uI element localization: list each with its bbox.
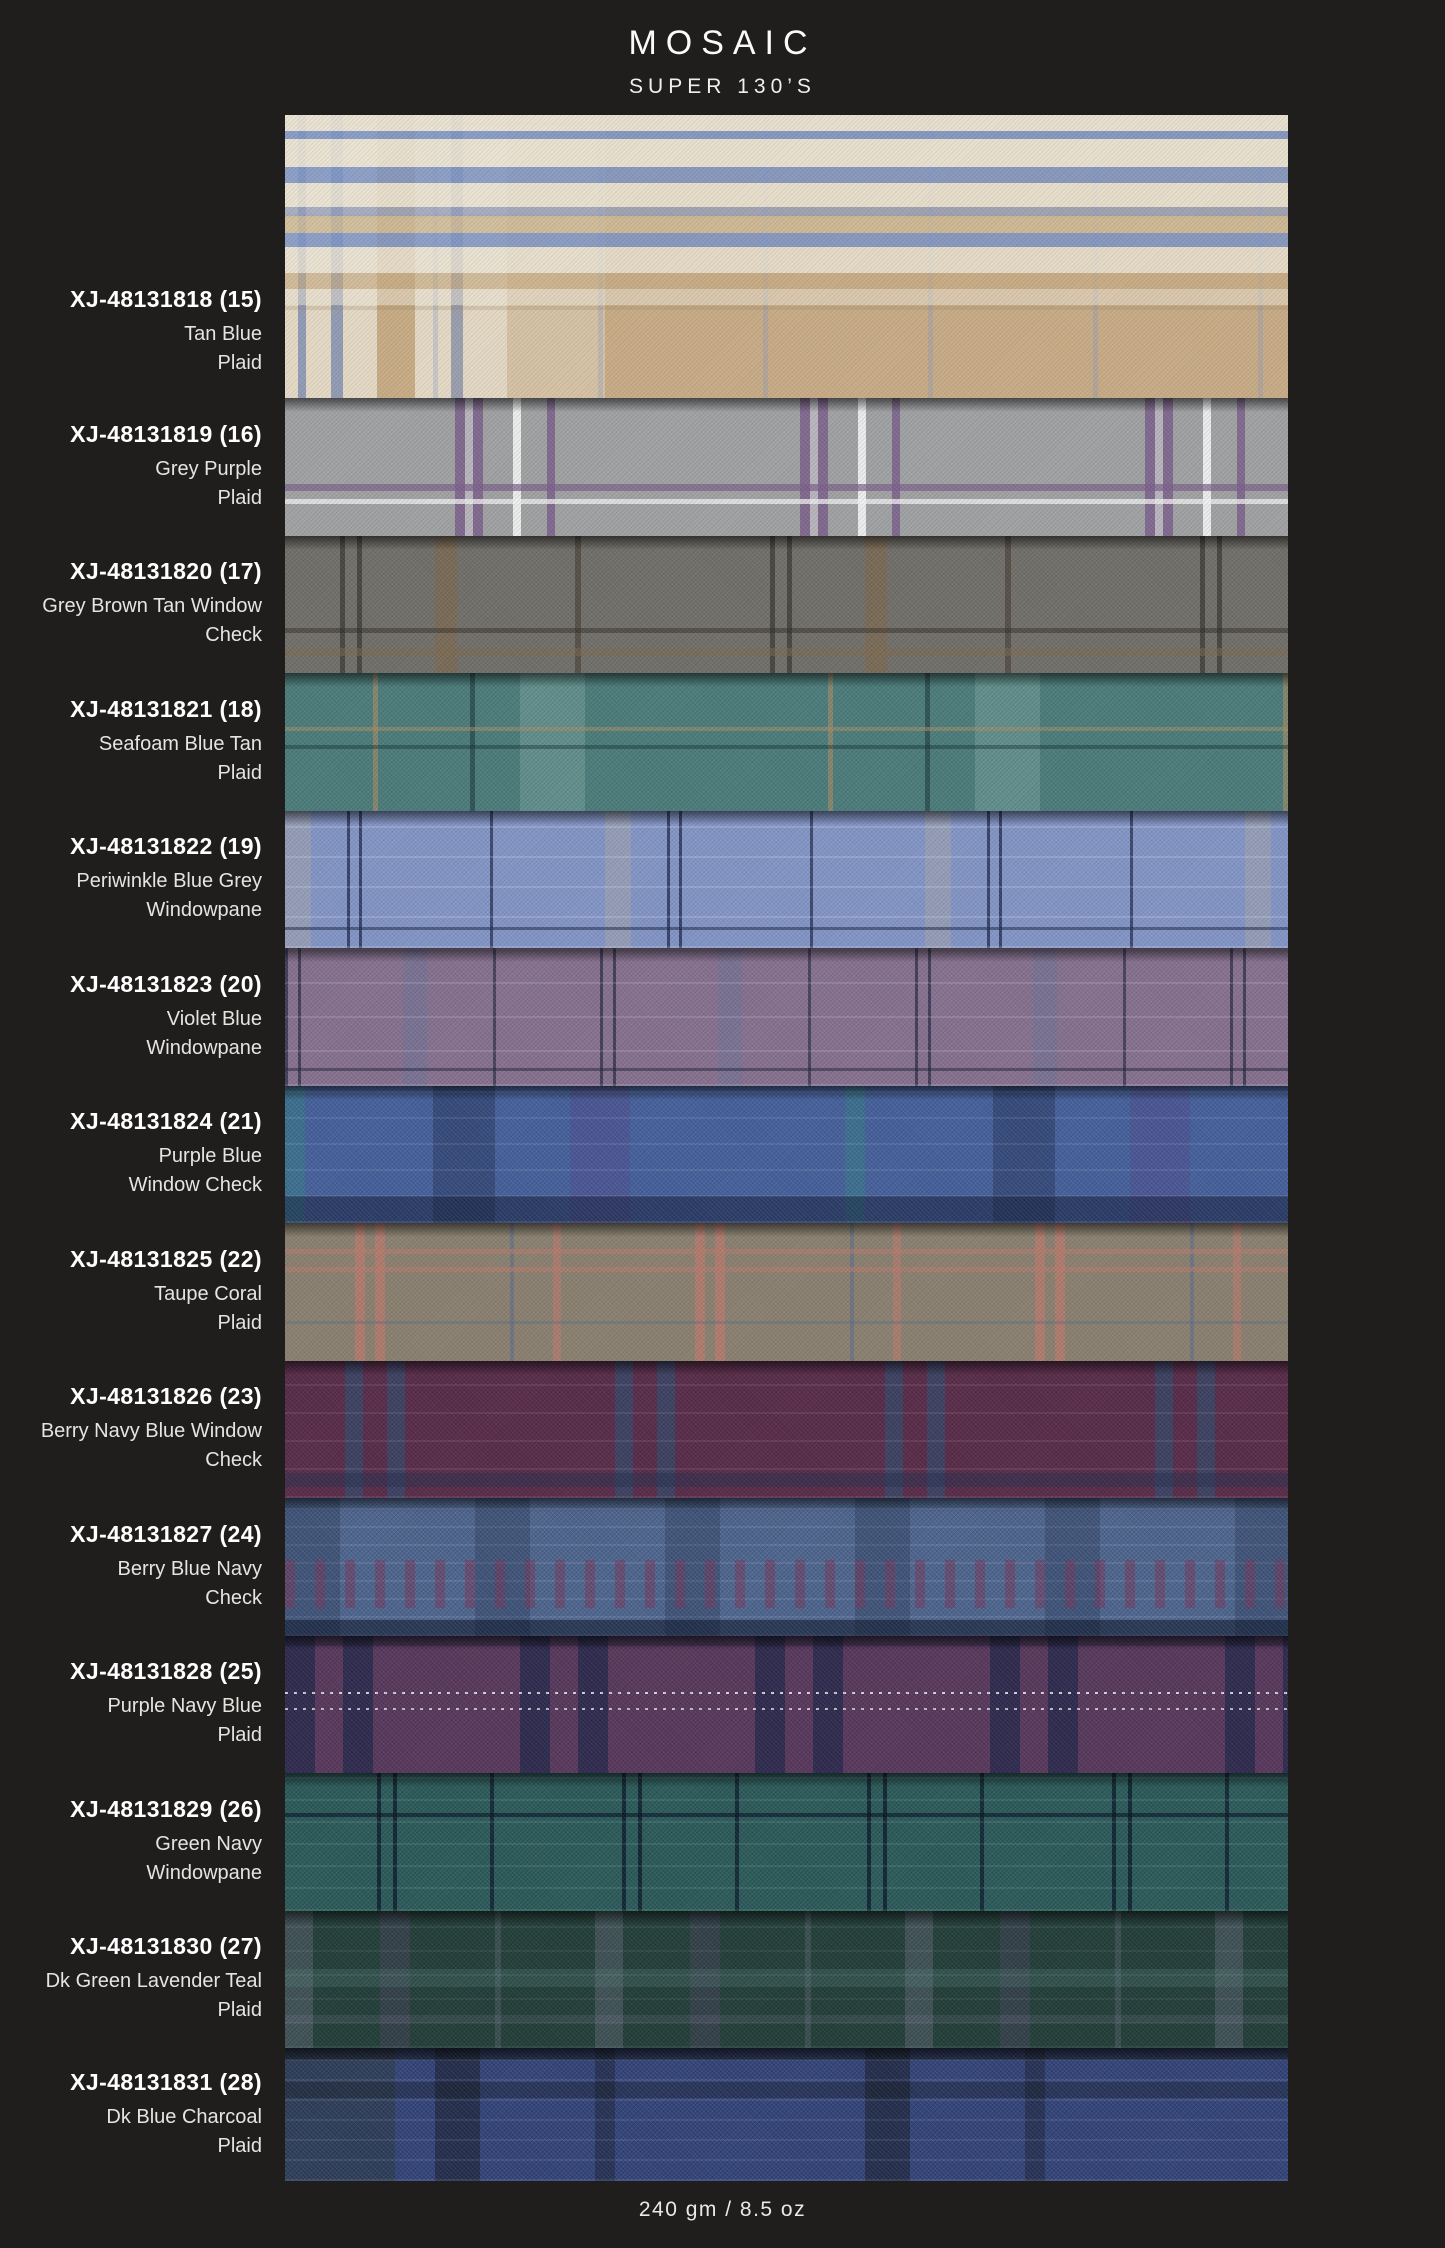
swatch-label xyxy=(0,1796,262,1888)
swatch-label xyxy=(0,971,262,1063)
swatch-code: XJ-48131826 (23) xyxy=(70,1383,262,1410)
fabric-swatch-26 xyxy=(70,1773,1288,1911)
swatch-label xyxy=(0,1658,262,1750)
swatch-desc-line1: Purple Navy Blue xyxy=(107,1695,262,1718)
swatch-label xyxy=(0,2069,262,2161)
swatch-code: XJ-48131830 (27) xyxy=(70,1933,262,1960)
swatch-desc-line2: Check xyxy=(205,1586,262,1609)
swatch-label xyxy=(0,286,262,378)
swatch-desc-line1: Dk Blue Charcoal xyxy=(106,2105,262,2128)
fabric-swatch-25 xyxy=(70,1636,1288,1774)
swatch-desc-line2: Windowpane xyxy=(146,1036,262,1059)
collection-title: MOSAIC xyxy=(628,24,817,62)
swatch-desc-line2: Plaid xyxy=(217,352,262,374)
swatch-desc-line2: Plaid xyxy=(217,1999,262,2022)
swatch-code: XJ-48131829 (26) xyxy=(70,1795,262,1822)
fabric-swatch-24 xyxy=(70,1498,1288,1636)
swatch-label xyxy=(0,1383,262,1475)
fabric-swatch-18 xyxy=(70,673,1288,811)
swatch-code: XJ-48131820 (17) xyxy=(70,558,262,585)
swatch-code: XJ-48131824 (21) xyxy=(70,1108,262,1135)
swatch-desc-line1: Dk Green Lavender Teal xyxy=(45,1970,262,1993)
swatch-desc-line1: Berry Navy Blue Window xyxy=(40,1420,262,1443)
swatch-desc-line2: Windowpane xyxy=(146,1861,262,1884)
swatch-label xyxy=(0,558,262,650)
swatch-desc-line2: Plaid xyxy=(217,2134,262,2157)
swatch-desc-line2: Plaid xyxy=(217,761,262,784)
swatch-code: XJ-48131819 (16) xyxy=(70,420,262,447)
swatch-desc-line2: Check xyxy=(205,1449,262,1472)
fabric-weight: 240 gm / 8.5 oz xyxy=(638,2198,807,2221)
fabric-swatch-23 xyxy=(40,1361,1288,1499)
fabric-swatch-16 xyxy=(70,398,1288,536)
fabric-swatch-27 xyxy=(45,1911,1288,2049)
swatch-label xyxy=(0,1521,262,1613)
swatch-desc-line1: Purple Blue xyxy=(158,1145,262,1168)
page-header xyxy=(0,24,1445,99)
swatch-code: XJ-48131828 (25) xyxy=(70,1658,262,1685)
swatch-desc-line1: Violet Blue xyxy=(166,1007,262,1030)
fabric-swatch-20 xyxy=(70,948,1288,1086)
swatch-desc-line1: Berry Blue Navy xyxy=(117,1557,262,1580)
collection-subtitle: SUPER 130’S xyxy=(629,75,816,98)
swatch-label xyxy=(0,1246,262,1338)
swatch-code: XJ-48131831 (28) xyxy=(70,2068,262,2095)
swatch-code: XJ-48131818 (15) xyxy=(70,286,262,312)
fabric-swatch-28 xyxy=(70,2048,1288,2181)
swatch-code: XJ-48131821 (18) xyxy=(70,695,262,722)
swatch-desc-line2: Plaid xyxy=(217,486,262,509)
swatch-desc-line1: Seafoam Blue Tan xyxy=(98,732,262,755)
swatch-desc-line2: Check xyxy=(205,624,262,647)
fabric-swatch-15 xyxy=(70,115,1288,398)
swatch-desc-line2: Plaid xyxy=(217,1724,262,1747)
swatch-desc-line1: Taupe Coral xyxy=(154,1282,262,1305)
swatch-desc-line2: Windowpane xyxy=(146,899,262,922)
swatch-desc-line2: Window Check xyxy=(128,1174,262,1197)
fabric-swatch-19 xyxy=(70,811,1288,949)
swatch-desc-line1: Grey Purple xyxy=(155,457,262,480)
fabric-swatch-17 xyxy=(42,536,1288,674)
swatch-desc-line1: Green Navy xyxy=(155,1832,262,1855)
swatch-code: XJ-48131827 (24) xyxy=(70,1520,262,1547)
swatch-label xyxy=(0,696,262,788)
fabric-swatch-22 xyxy=(70,1223,1288,1361)
swatch-desc-line1: Periwinkle Blue Grey xyxy=(76,870,262,893)
swatch-desc-line2: Plaid xyxy=(217,1311,262,1334)
swatch-desc-line1: Tan Blue xyxy=(184,323,262,345)
swatch-label xyxy=(0,421,262,513)
swatch-label xyxy=(0,833,262,925)
swatch-label xyxy=(0,1933,262,2025)
swatch-code: XJ-48131822 (19) xyxy=(70,833,262,860)
fabric-swatch-21 xyxy=(70,1086,1288,1224)
swatch-stack xyxy=(40,115,1288,2181)
swatch-code: XJ-48131823 (20) xyxy=(70,970,262,997)
swatch-code: XJ-48131825 (22) xyxy=(70,1245,262,1272)
swatch-desc-line1: Grey Brown Tan Window xyxy=(42,595,262,618)
swatch-label xyxy=(0,1108,262,1200)
